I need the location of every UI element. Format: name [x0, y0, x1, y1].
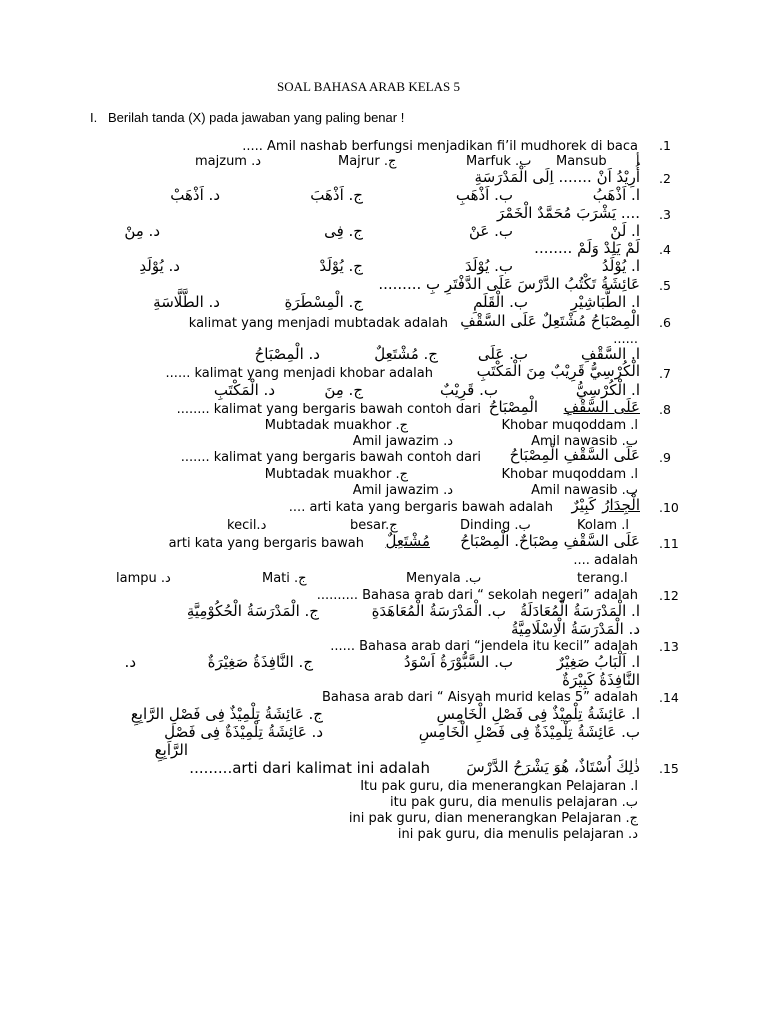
question-stem-continued: ...... [613, 332, 638, 347]
option-b: ب. عَلَى [477, 345, 528, 363]
option-c: ini pak guru, dian menerangkan Pelajaran .ج [348, 811, 638, 826]
option-c: Mati .ج [262, 571, 307, 586]
option-a: Khobar muqoddam .ا [501, 418, 638, 433]
option-d: د. مِنْ [124, 222, 160, 240]
question-number: .5 [659, 278, 671, 293]
option-c: ج. اَذْهَبَ [310, 186, 363, 204]
question-stem: ...... Bahasa arab dari “jendela itu kecil” adalah [330, 639, 638, 654]
question-stem: أُرِيْدُ اَنْ ....... اِلَى الْمَدْرَسَةِ [474, 168, 640, 186]
option-d: د. الْمَكْتَبِ [213, 381, 275, 399]
option-c: besar.ج [350, 518, 398, 533]
option-a: ا. اَلْبَابُ صَغِيْرٌ [556, 653, 640, 671]
option-d: د. الطَّلَّاسَةِ [153, 293, 220, 311]
question-number: .7 [659, 366, 671, 381]
question-stem-arabic-underlined: الْجِدَارُ [602, 496, 640, 514]
question-number: .1 [659, 138, 671, 153]
instruction-text: Berilah tanda (X) pada jawaban yang paling benar ! [108, 110, 405, 125]
option-c: ج. فِى [324, 222, 363, 240]
option-a: Mansub [556, 154, 607, 169]
question-stem: Bahasa arab dari “ Aisyah murid kelas 5” adalah [321, 690, 638, 705]
question-number: .15 [659, 761, 679, 776]
option-d: kecil.د [227, 518, 267, 533]
option-a-marker: أ [636, 154, 640, 169]
question-stem: kalimat yang menjadi mubtadak adalah [188, 316, 448, 331]
question-stem: ........ kalimat yang bergaris bawah contoh dari [176, 402, 481, 417]
option-c: ج. الْمِسْطَرَةِ [284, 293, 363, 311]
question-stem-arabic: كَبِيْرٌ [571, 496, 596, 514]
option-c: ج. عَائِشَةُ تِلْمِيْذٌ فِى فَصْلِ الرَّابِعِ [130, 705, 323, 723]
option-d: Amil jawazim .د [352, 434, 453, 449]
question-stem: عَائِشَةُ تَكْتُبُ الدَّرْسَ عَلَى الدَّفْتَرِ بِ ......... [378, 275, 640, 293]
question-number: .3 [659, 207, 671, 222]
question-number: .10 [659, 500, 679, 515]
question-number: .2 [659, 171, 671, 186]
option-c: ج. مُشْتَعِلٌ [374, 345, 438, 363]
question-number: .8 [659, 402, 671, 417]
option-d: ini pak guru, dia menulis pelajaran .د [397, 827, 638, 842]
option-b: ب. السَّبُّوْرَةُ اَسْوَدُ [403, 653, 513, 671]
option-a: ا. عَائِشَةُ تِلْمِيْذٌ فِى فَصْلِ الْخَامِسِ [436, 705, 640, 723]
question-number: .11 [659, 536, 679, 551]
option-b: Dinding .ب [460, 518, 531, 533]
question-stem: .... يَشْرَبَ مُحَمَّدٌ الْخَمْرَ [497, 204, 640, 222]
question-stem-arabic: ذٰلِكَ اُسْتَاذٌ، هُوَ يَشْرَحُ الدَّرْسَ [466, 758, 640, 776]
option-d-continued: النَّافِذَةُ كَبِيْرَةٌ [562, 671, 640, 689]
question-stem: ....... kalimat yang bergaris bawah contoh dari [180, 450, 481, 465]
option-c: Majrur .ج [338, 154, 397, 169]
question-number: .4 [659, 242, 671, 257]
option-c: ج. الْمَدْرَسَةُ الْحُكُوْمِيَّةِ [186, 602, 319, 620]
option-a: Kolam .ا [577, 518, 629, 533]
option-d: د. الْمِصْبَاحُ [254, 345, 320, 363]
option-a: terang.ا [577, 571, 628, 586]
option-a: Khobar muqoddam .ا [501, 467, 638, 482]
option-b: ب. عَنْ [468, 222, 513, 240]
option-d: د. الْمَدْرَسَةُ الْاِسْلَامِيَّةُ [511, 620, 640, 638]
question-stem-arabic-underlined: عَلَى السَّقْفِ [563, 398, 640, 416]
option-c: ج. النَّافِذَةُ صَغِيْرَةٌ [207, 653, 313, 671]
option-b: itu pak guru, dia menulis pelajaran .ب [389, 795, 638, 810]
option-b: Marfuk .ب [466, 154, 532, 169]
question-number: .14 [659, 690, 679, 705]
option-a: ا. الْكُرْسِيُّ [575, 381, 640, 399]
option-b: Menyala .ب [406, 571, 482, 586]
question-stem-arabic: الْكُرْسِيُّ قَرِيْبٌ مِنَ الْمَكْتَبِ [476, 362, 640, 380]
question-stem: arti kata yang bergaris bawah [168, 536, 364, 551]
question-stem-arabic: الْمِصْبَاحُ [488, 398, 538, 416]
option-b: ب. قَرِيْبٌ [439, 381, 498, 399]
question-stem: لَمْ يَلِدْ وَلَمْ ........ [534, 239, 640, 257]
question-stem-arabic: عَلَى السَّقْفِ مِصْبَاحٌ. الْمِصْبَاحُ [460, 532, 640, 550]
page-title: SOAL BAHASA ARAB KELAS 5 [277, 79, 460, 94]
option-b: ب. يُوْلَدَ [464, 257, 513, 275]
option-b: Amil nawasib .ب [531, 434, 638, 449]
option-c: ج. يُوْلَدْ [319, 257, 363, 275]
option-c: ج. مِنَ [324, 381, 363, 399]
option-a: Itu pak guru, dia menerangkan Pelajaran .ا [360, 779, 638, 794]
question-stem-arabic-underlined: مُشْتَعِلٌ [385, 532, 430, 550]
option-d: majzum .د [195, 154, 262, 169]
option-b: ب. اَذْهَبِ [455, 186, 513, 204]
option-b: ب. الْقَلَمِ [473, 293, 528, 311]
question-number: .13 [659, 639, 679, 654]
question-number: .6 [659, 315, 671, 330]
question-number: .9 [659, 450, 671, 465]
question-stem-arabic: عَلَى السَّقْفِ الْمِصْبَاحُ [509, 446, 640, 464]
option-b: ب. عَائِشَةُ تِلْمِيْذَةٌ فِى فَصْلِ الْخَامِسِ [418, 723, 640, 741]
question-stem: ..... Amil nashab berfungsi menjadikan fi’il mudhorek di baca [242, 139, 638, 154]
option-d: Amil jawazim .د [352, 483, 453, 498]
option-a: ا. يُوْلَدُ [601, 257, 640, 275]
option-c: Mubtadak muakhor .ج [264, 418, 408, 433]
question-stem: .........arti dari kalimat ini adalah [189, 759, 430, 777]
option-a: ا. السَّقْفِ [581, 345, 640, 363]
question-stem-arabic: الْمِصْبَاحُ مُشْتَعِلٌ عَلَى السَّقْفِ [460, 312, 640, 330]
question-number: .12 [659, 588, 679, 603]
option-b: ب. الْمَدْرَسَةُ الْمُعَاهَدَةِ [371, 602, 506, 620]
option-b: Amil nawasib .ب [531, 483, 638, 498]
option-d: د. [124, 653, 136, 671]
option-c: Mubtadak muakhor .ج [264, 467, 408, 482]
option-a: ا. اَذْهَبُ [592, 186, 640, 204]
option-a: ا. الطَّبَاشِيْرِ [570, 293, 640, 311]
question-stem: .......... Bahasa arab dari “ sekolah negeri” adalah [316, 588, 638, 603]
question-stem-continued: .... adalah [573, 553, 638, 568]
option-d-continued: الرَّابِعِ [154, 741, 188, 759]
option-d: د. اَذْهَبْ [170, 186, 220, 204]
question-stem: .... arti kata yang bergaris bawah adalah [288, 500, 553, 515]
option-a: ا. الْمَدْرَسَةُ الْمُعَادَلَةُ [519, 602, 640, 620]
option-d: د. عَائِشَةُ تِلْمِيْذَةٌ فِى فَصْلِ [164, 723, 323, 741]
option-d: lampu .د [116, 571, 171, 586]
option-a: ا. لَنْ [610, 222, 640, 240]
question-stem: ...... kalimat yang menjadi khobar adalah [165, 366, 433, 381]
option-d: د. يُوْلَدِ [139, 257, 180, 275]
instruction-roman: I. [90, 110, 98, 125]
